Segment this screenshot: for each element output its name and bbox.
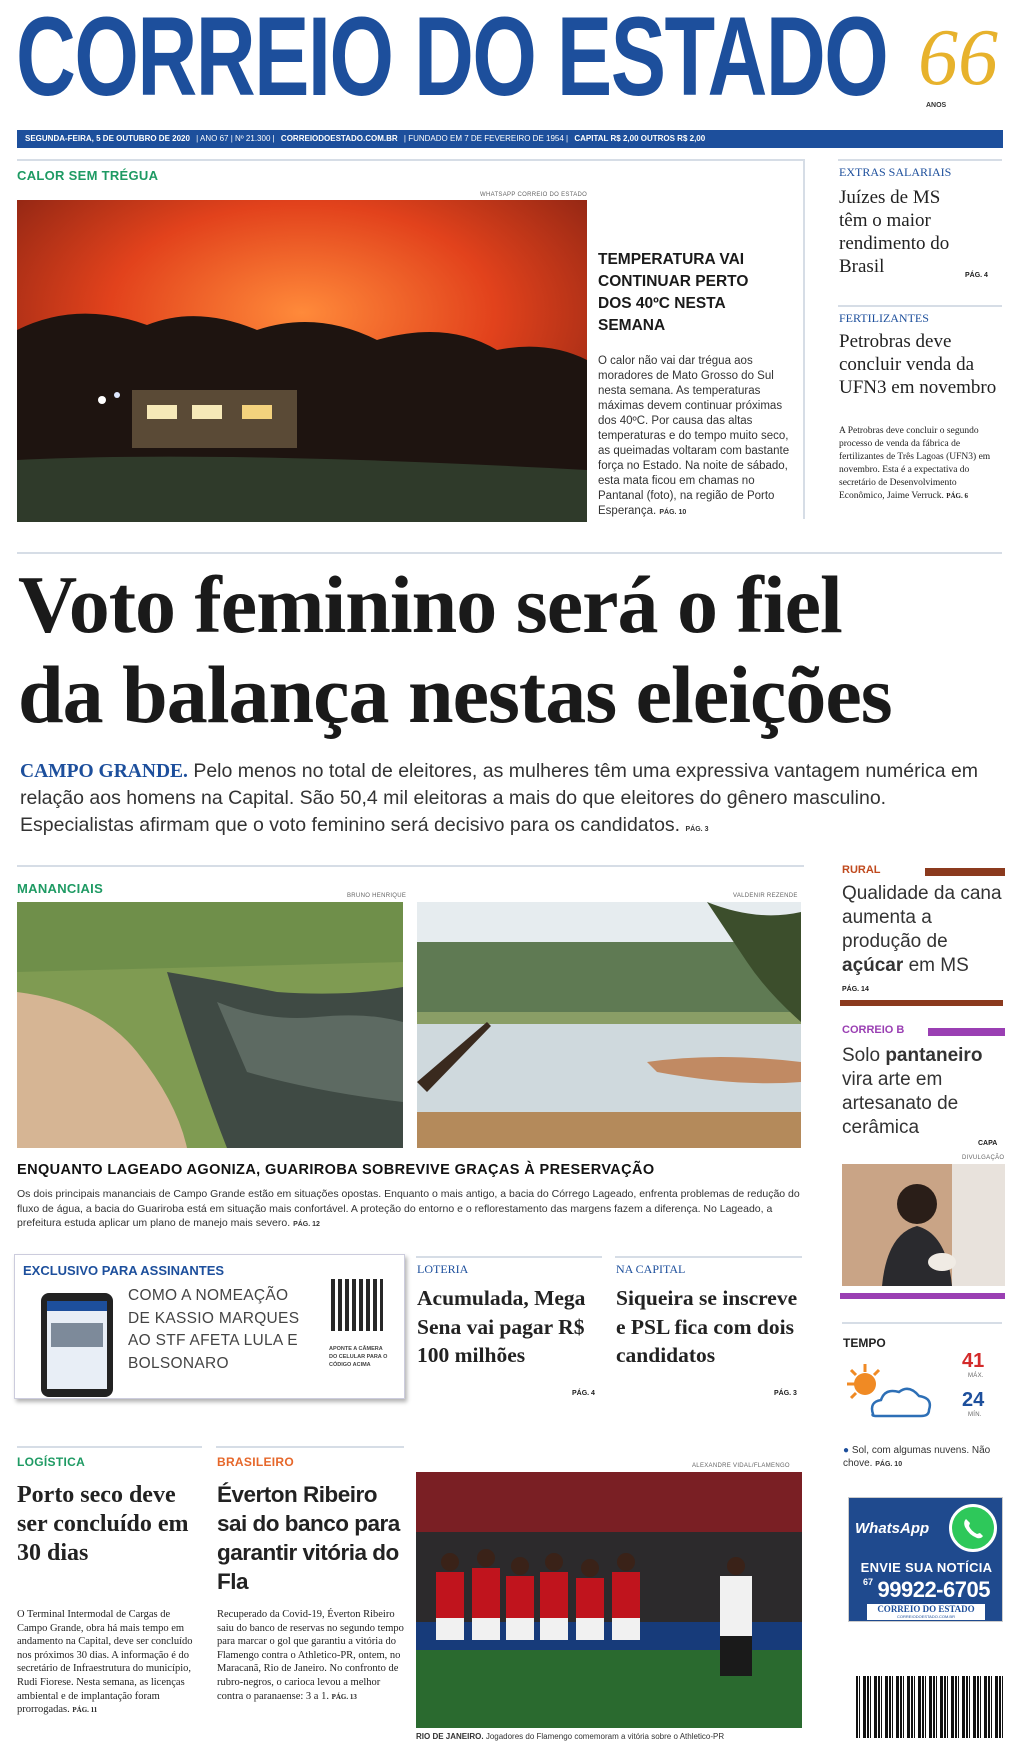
whatsapp-ad[interactable] [848, 1497, 1003, 1622]
rural-page-ref: PÁG. 14 [842, 986, 869, 993]
extras-page-ref: PÁG. 4 [965, 272, 988, 279]
whatsapp-cta: ENVIE SUA NOTÍCIA [860, 1560, 993, 1575]
issue-date: SEGUNDA-FEIRA, 5 DE OUTUBRO DE 2020 [25, 134, 190, 143]
main-body: Pelo menos no total de eleitores, as mulheres têm uma expressiva vantagem numérica em relação aos homens na Capital. São 50,4 mil eleitoras a mais do que eleitores do gênero masculino. Especialistas afirmam que o voto feminino será decisivo para os candidatos. [20, 760, 979, 836]
site-link[interactable]: CORREIODOESTADO.COM.BR [280, 134, 398, 143]
mananciais-credit-1: BRUNO HENRIQUE [347, 893, 407, 899]
divider [216, 1446, 404, 1448]
logistica-body [17, 1608, 202, 1718]
ceramic-artist-photo[interactable] [842, 1164, 1005, 1286]
mananciais-body-text: Os dois principais mananciais de Campo Grande estão em situações opostas. Enquanto o mais antigo, a bacia do Córrego Lageado, enfrenta problemas de redução do fluxo de água, a bacia do Guariroba está em situação mais confortável. A proteção do entorno e o reflorestamento das margens fazem a diferença. No Lageado, a prefeitura estuda aplicar um plano de manejo mais severo. [17, 1188, 800, 1229]
extras-kicker: EXTRAS SALARIAIS [839, 165, 952, 179]
anniversary-label: ANOS [926, 102, 947, 109]
rural-headline-post: em MS [908, 955, 969, 976]
heat-body [598, 354, 790, 520]
barcode [856, 1676, 1004, 1738]
heat-body-text: O calor não vai dar trégua aos moradores de Mato Grosso do Sul nesta semana. As temperaturas máximas devem continuar próximas dos 40ºC. Por causa das altas temperaturas e do tempo muito seco, as queimadas voltaram com bastante força no Estado. Na noite de sábado, esta mata ficou em chamas no Pantanal (foto), na região de Porto Esperança. [598, 355, 790, 517]
weather-page-ref: PÁG. 10 [875, 1461, 903, 1468]
fert-headline[interactable]: Petrobras deve concluir venda da UFN3 em novembro [839, 331, 997, 398]
whatsapp-ddd: 67 [863, 1577, 874, 1587]
loteria-headline[interactable]: Acumulada, Mega Sena vai pagar R$ 100 milhões [417, 1286, 586, 1367]
price: CAPITAL R$ 2,00 OUTROS R$ 2,00 [574, 134, 706, 143]
correio-b-pre: Solo [842, 1045, 881, 1066]
weather-text [843, 1444, 1003, 1471]
founded-date: | FUNDADO EM 7 DE FEVEREIRO DE 1954 | [403, 134, 569, 143]
temp-min-label: MÍN. [968, 1412, 982, 1418]
rural-headline[interactable] [842, 882, 1002, 978]
main-headline-line-1[interactable]: Voto feminino será o fiel [18, 559, 842, 650]
whatsapp-brand-box [867, 1604, 985, 1620]
anniversary-logo [918, 14, 1010, 114]
masthead-title: CORREIO DO ESTADO [16, 0, 888, 119]
capital-page-ref: PÁG. 3 [774, 1390, 797, 1397]
fert-body-text: A Petrobras deve concluir o segundo processo de venda da fábrica de fertilizantes de Três Lagoas (UFN3) em novembro. Esta é a expectativa do secretário de Desenvolvimento Econômico, Jaime Verruck. [839, 426, 991, 501]
correio-b-tag: CAPA [978, 1140, 998, 1147]
flamengo-caption-lead: RIO DE JANEIRO. [416, 1732, 484, 1741]
flamengo-caption-text: Jogadores do Flamengo comemoram a vitória sobre o Athletico-PR [485, 1732, 725, 1741]
main-page-ref: PÁG. 3 [685, 826, 709, 833]
exclusive-kicker: EXCLUSIVO PARA ASSINANTES [23, 1263, 225, 1278]
brasileiro-body [217, 1608, 404, 1704]
lageado-photo[interactable] [17, 902, 403, 1148]
rural-kicker: RURAL [842, 864, 881, 876]
info-bar [17, 130, 1003, 148]
guariroba-photo[interactable] [417, 902, 801, 1148]
anniversary-number: 66 [918, 14, 998, 102]
logistica-kicker: LOGÍSTICA [17, 1455, 86, 1469]
brasileiro-page-ref: PÁG. 13 [331, 1692, 357, 1701]
correio-b-divider [840, 1293, 1005, 1299]
correio-b-bold: pantaneiro [885, 1045, 983, 1066]
logistica-page-ref: PÁG. 11 [72, 1706, 98, 1715]
divider [17, 1446, 202, 1448]
phone-illustration [41, 1293, 113, 1397]
rural-headline-bold: açúcar [842, 955, 904, 976]
correio-b-kicker: CORREIO B [842, 1024, 905, 1036]
flamengo-photo[interactable] [416, 1472, 802, 1728]
rural-divider [840, 1000, 1003, 1006]
heat-photo-credit: WHATSAPP CORREIO DO ESTADO [480, 192, 588, 198]
whatsapp-phone: 99922-6705 [877, 1577, 990, 1602]
divider [803, 159, 805, 519]
main-standfirst [20, 758, 995, 843]
heat-kicker: CALOR SEM TRÉGUA [17, 168, 159, 183]
fert-page-ref: PÁG. 6 [946, 492, 968, 500]
weather-bullet-icon: ● [843, 1445, 850, 1456]
divider [17, 552, 1002, 554]
loteria-kicker: LOTERIA [417, 1262, 469, 1276]
wildfire-photo[interactable] [17, 200, 587, 522]
mananciais-body [17, 1187, 802, 1233]
correio-b-headline[interactable] [842, 1044, 1007, 1140]
correio-b-credit: DIVULGAÇÃO [962, 1155, 1005, 1161]
qr-hint: APONTE A CÂMERA DO CELULAR PARA O CÓDIGO ACIMA [329, 1346, 388, 1368]
main-headline-line-2[interactable]: da balança nestas eleições [18, 649, 892, 740]
issue-edition: | ANO 67 | Nº 21.300 | [196, 134, 275, 143]
mananciais-credit-2: VALDENIR REZENDE [733, 893, 798, 899]
extras-headline[interactable]: Juízes de MS têm o maior rendimento do Brasil [839, 187, 950, 277]
divider [17, 865, 804, 867]
mananciais-page-ref: PÁG. 12 [293, 1221, 320, 1228]
weather-kicker: TEMPO [843, 1336, 886, 1350]
mananciais-kicker: MANANCIAIS [17, 881, 104, 896]
divider [17, 159, 804, 161]
mananciais-headline[interactable]: ENQUANTO LAGEADO AGONIZA, GUARIROBA SOBREVIVE GRAÇAS À PRESERVAÇÃO [17, 1162, 655, 1178]
fert-body [839, 425, 1004, 503]
temp-max-label: MÁX. [968, 1373, 984, 1379]
correio-b-accent-bar [928, 1028, 1005, 1036]
rural-headline-pre: Qualidade da cana aumenta a produção de [842, 883, 1002, 952]
capital-headline[interactable]: Siqueira se inscreve e PSL fica com dois candidatos [616, 1286, 798, 1367]
whatsapp-label: WhatsApp [855, 1520, 930, 1537]
heat-headline[interactable]: TEMPERATURA VAI CONTINUAR PERTO DOS 40ºC NESTA SEMANA [598, 251, 749, 334]
flamengo-caption [416, 1732, 806, 1741]
masthead [0, 0, 1024, 128]
logistica-body-text: O Terminal Intermodal de Cargas de Campo Grande, obra há mais tempo em andamento na Capital, deve ser concluído nos próximos 30 dias. A informação é do secretário de Infraestrutura do município, Rudi Fiorese. Nesta semana, as licenças ambiental e de implantação foram prorrogadas. [17, 1609, 193, 1716]
rural-accent-bar [925, 868, 1005, 876]
whatsapp-number [849, 1577, 1004, 1603]
brasileiro-headline[interactable]: Éverton Ribeiro sai do banco para garantir vitória do Fla [217, 1482, 400, 1594]
divider [615, 1256, 802, 1258]
brasileiro-kicker: BRASILEIRO [217, 1455, 295, 1469]
flamengo-photo-credit: ALEXANDRE VIDAL/FLAMENGO [692, 1463, 790, 1469]
exclusive-text: COMO A NOMEAÇÃO DE KASSIO MARQUES AO STF AFETA LULA E BOLSONARO [128, 1287, 300, 1372]
whatsapp-brand-sub: CORREIODOESTADO.COM.BR [897, 1614, 955, 1619]
qr-code[interactable] [331, 1279, 383, 1331]
divider [838, 159, 1002, 161]
whatsapp-brand: CORREIO DO ESTADO [877, 1604, 975, 1614]
temp-max: 41 [962, 1350, 985, 1372]
whatsapp-icon [949, 1504, 997, 1552]
correio-b-post: vira arte em artesanato de cerâmica [842, 1069, 959, 1138]
loteria-page-ref: PÁG. 4 [572, 1390, 595, 1397]
sun-cloud-icon [843, 1362, 935, 1420]
divider [416, 1256, 602, 1258]
exclusive-box[interactable] [14, 1254, 405, 1399]
weather-description: Sol, com algumas nuvens. Não chove. [843, 1445, 991, 1469]
divider [842, 1322, 1002, 1324]
divider [838, 305, 1002, 307]
logistica-headline[interactable]: Porto seco deve ser concluído em 30 dias [17, 1482, 189, 1566]
heat-page-ref: PÁG. 10 [659, 509, 687, 516]
brasileiro-body-text: Recuperado da Covid-19, Éverton Ribeiro saiu do banco de reservas no segundo tempo para marcar o gol que garantiu a vitória do Flamengo contra o Athletico-PR, ontem, no Maracanã, Rio de Janeiro. No confronto de rubro-negros, o carioca levou a melhor contra o paranaense: 3 a 1. [217, 1609, 404, 1702]
main-lead-location: CAMPO GRANDE. [20, 761, 188, 782]
capital-kicker: NA CAPITAL [616, 1262, 686, 1276]
temp-min: 24 [962, 1389, 985, 1411]
fert-kicker: FERTILIZANTES [839, 311, 929, 325]
